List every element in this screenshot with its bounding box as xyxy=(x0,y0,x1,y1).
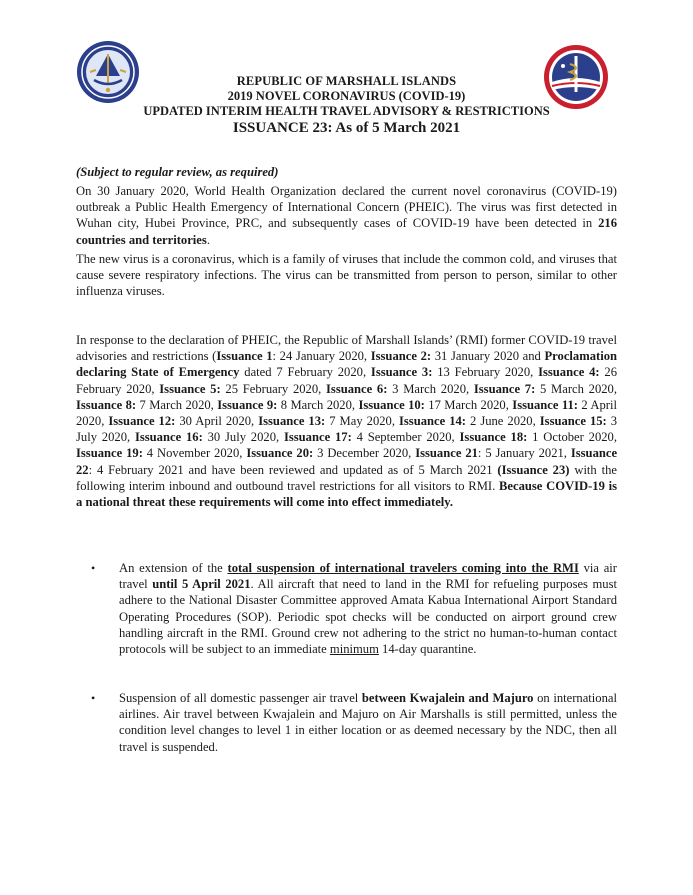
issuance-date: 30 July 2020, xyxy=(202,430,284,445)
header-subject: 2019 NOVEL CORONAVIRUS (COVID-19) xyxy=(227,89,466,103)
issuance-label: Issuance 22 xyxy=(76,446,618,477)
paragraph-background: On 30 January 2020, World Health Organization declared the current novel coronavirus (COVID-19) outbreak a Public Health Emergency of International Concern (PHEIC). The virus was first detected in Wuhan city, Hubei Province, PRC, and subsequently cases of COVID-19 have been detected in 216 countries and territories. xyxy=(76,184,617,247)
issuance-label: Issuance 17: xyxy=(283,430,352,445)
paragraph-issuance-history: In response to the declaration of PHEIC, the Republic of Marshall Islands’ (RMI) former COVID-19 travel advisories and restrictions (Issuance 1: 24 January 2020, Issuance 2: 31 January 2020 and Proclamation declaring State of Emergency dated 7 February 2020, Issuance 3: 13 February 2020, Issuance 4: 26 February 2020, Issuance 5: 25 February 2020, Issuance 6: 3 March 2020, Issuance 7: 5 March 2020, Issuance 8: 7 March 2020, Issuance 9: 8 March 2020, Issuance 10: 17 March 2020, Issuance 11: 2 April 2020, Issuance 12: 30 April 2020, Issuance 13: 7 May 2020, Issuance 14: 2 June 2020, Issuance 15: 3 July 2020, Issuance 16: 30 July 2020, Issuance 17: 4 September 2020, Issuance 18: 1 October 2020, Issuance 19: 4 November 2020, Issuance 20: 3 December 2020, Issuance 21: 5 January 2021, Issuance 22: 4 February 2021 and have been reviewed and updated as of 5 March 2021 (Issuance 23) with the following interim inbound and outbound travel restrictions for all visitors to RMI. Because COVID-19 is a national threat these requirements will come into effect immediately. xyxy=(76,333,618,510)
issuance-label: Issuance 9: xyxy=(217,397,278,412)
issuance-label: Issuance 18: xyxy=(459,430,528,445)
header-issuance: ISSUANCE 23: As of 5 March 2021 xyxy=(232,120,461,136)
issuance-label: Issuance 2: xyxy=(370,349,432,364)
header-advisory-title: UPDATED INTERIM HEALTH TRAVEL ADVISORY & RESTRICTIONS xyxy=(143,104,550,118)
issuance-label: Issuance 20: xyxy=(246,446,314,461)
issuance-label: Issuance 5: xyxy=(159,381,221,396)
document-header xyxy=(0,74,693,138)
bullet-marker: • xyxy=(91,561,96,575)
issuance-label: Issuance 14: xyxy=(399,414,466,429)
issuance-date: 25 February 2020, xyxy=(220,381,327,396)
issuance-date: 31 January 2020 and xyxy=(431,349,545,364)
paragraph-virus-description: The new virus is a coronavirus, which is a family of viruses that include the common cold, and viruses that cause severe respiratory infections. The virus can be transmitted from person to person, similar to other influenza viruses. xyxy=(76,252,617,299)
issuance-date: 7 March 2020, xyxy=(136,397,218,412)
issuance-label: Issuance 13: xyxy=(258,414,326,429)
issuance-date: 3 December 2020, xyxy=(313,446,416,461)
issuance-label: Issuance 3: xyxy=(370,365,433,380)
issuance-label: Issuance 7: xyxy=(473,381,536,396)
issuance-date: 3 March 2020, xyxy=(387,381,474,396)
issuance-label: Issuance 4: xyxy=(538,365,600,380)
issuance-label: Issuance 6: xyxy=(326,381,388,396)
issuance-date: 7 May 2020, xyxy=(325,414,399,429)
issuance-label: Issuance 1 xyxy=(216,349,273,364)
issuance-date: 5 March 2020, xyxy=(535,381,617,396)
issuance-date: 1 October 2020, xyxy=(527,430,617,445)
issuance-label: Proclamation declaring State of Emergency xyxy=(76,349,618,380)
issuance-date: : 4 February 2021 and have been reviewed and updated as of 5 March 2021 xyxy=(88,462,498,477)
issuance-date: 13 February 2020, xyxy=(432,365,539,380)
issuance-date: dated 7 February 2020, xyxy=(239,365,371,380)
issuance-date: 4 November 2020, xyxy=(142,446,247,461)
issuance-label: Issuance 15: xyxy=(539,414,607,429)
issuance-date: 30 April 2020, xyxy=(175,414,259,429)
issuance-label: Issuance 11: xyxy=(512,397,578,412)
issuance-label: Issuance 8: xyxy=(76,397,137,412)
issuance-date: 17 March 2020, xyxy=(424,397,513,412)
bullet-marker: • xyxy=(91,691,96,705)
issuance-date: : 5 January 2021, xyxy=(477,446,571,461)
issuance-date: 3 July 2020, xyxy=(76,414,618,445)
issuance-date: 2 April 2020, xyxy=(76,397,618,429)
issuance-label: Issuance 19: xyxy=(76,446,143,461)
review-note: (Subject to regular review, as required) xyxy=(76,165,279,179)
issuance-label: Issuance 12: xyxy=(108,414,176,429)
issuance-date: 4 September 2020, xyxy=(351,430,460,445)
issuance-label: Issuance 21 xyxy=(415,446,478,461)
issuance-label: Issuance 16: xyxy=(134,430,203,445)
header-country: REPUBLIC OF MARSHALL ISLANDS xyxy=(236,74,457,88)
bullet-international-suspension: An extension of the total suspension of international travelers coming into the RMI via air travel until 5 April 2021. All aircraft that need to land in the RMI for refueling purposes must adhere to the National Disaster Committee approved Amata Kabua International Airport Standard Operating Procedures (SOP). Periodic spot checks will be conducted on airport ground crew handling aircraft in the RMI. Ground crew not adhering to the strict no human-to-human contact protocols will be subject to an immediate minimum 14-day quarantine. xyxy=(119,561,617,657)
list-item xyxy=(91,560,617,657)
issuance-date: 26 February 2020, xyxy=(76,365,618,396)
issuance-date: 2 June 2020, xyxy=(466,414,540,429)
bullet-domestic-suspension: Suspension of all domestic passenger air travel between Kwajalein and Majuro on international airlines. Air travel between Kwajalein and Majuro on Air Marshalls is still permitted, unless the condition level changes to level 1 in either location or as deemed necessary by the NDC, then all travel is suspended. xyxy=(119,691,617,754)
issuance-label: Issuance 10: xyxy=(358,397,425,412)
issuance-date: 8 March 2020, xyxy=(277,397,359,412)
list-item xyxy=(91,690,617,755)
issuance-date: : 24 January 2020, xyxy=(272,349,371,364)
